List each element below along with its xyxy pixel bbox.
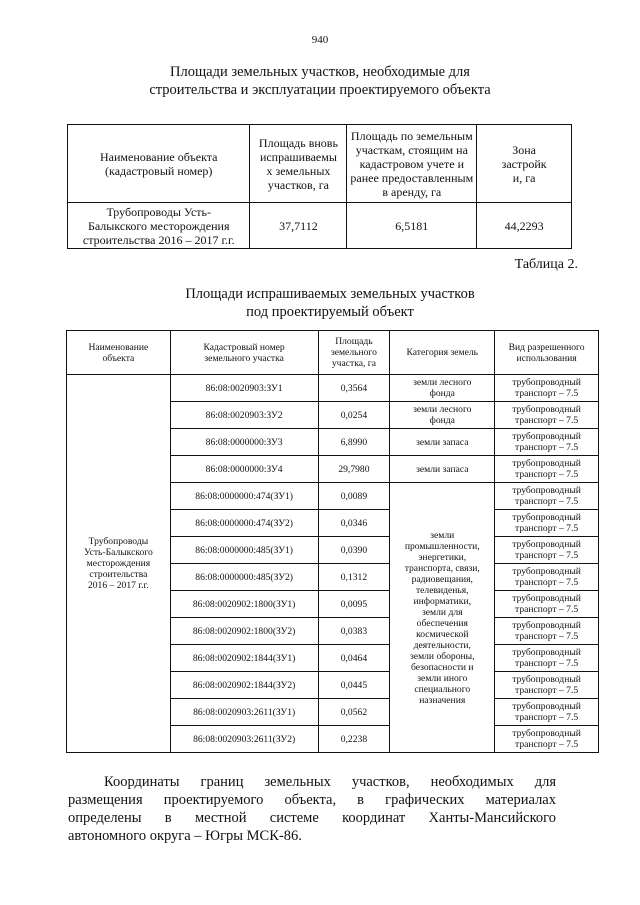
header-use: Вид разрешенного использования	[495, 331, 599, 375]
header-zone: Зона застройк и, га	[477, 125, 572, 203]
cadastral-cell: 86:08:0020903:2611(ЗУ2)	[170, 726, 318, 753]
paragraph-line: определены в местной системе координат Ханты-Мансийского	[68, 810, 556, 826]
summary-area-registered: 6,5181	[347, 203, 477, 249]
plots-header-row	[67, 331, 599, 375]
use-cell: трубопроводный транспорт – 7.5	[495, 402, 599, 429]
section1-title	[100, 63, 540, 99]
use-cell: трубопроводный транспорт – 7.5	[495, 672, 599, 699]
use-cell: трубопроводный транспорт – 7.5	[495, 726, 599, 753]
summary-table	[67, 124, 572, 249]
object-name-cell: Трубопроводы Усть-Балыкского месторождения строительства 2016 – 2017 г.г.	[67, 375, 171, 753]
summary-row	[68, 203, 572, 249]
area-cell: 0,0383	[318, 618, 390, 645]
area-cell: 0,0390	[318, 537, 390, 564]
summary-zone: 44,2293	[477, 203, 572, 249]
area-cell: 0,2238	[318, 726, 390, 753]
category-cell: земли запаса	[390, 429, 495, 456]
cadastral-cell: 86:08:0000000:485(ЗУ1)	[170, 537, 318, 564]
use-cell: трубопроводный транспорт – 7.5	[495, 618, 599, 645]
cadastral-cell: 86:08:0020903:2611(ЗУ1)	[170, 699, 318, 726]
area-cell: 0,0464	[318, 645, 390, 672]
use-cell: трубопроводный транспорт – 7.5	[495, 456, 599, 483]
cadastral-cell: 86:08:0000000:485(ЗУ2)	[170, 564, 318, 591]
use-cell: трубопроводный транспорт – 7.5	[495, 645, 599, 672]
header-area-registered: Площадь по земельным участкам, стоящим на кадастровом учете и ранее предоставленным в аренду, га	[347, 125, 477, 203]
cadastral-cell: 86:08:0000000:474(ЗУ1)	[170, 483, 318, 510]
category-cell: земли промышленности, энергетики, транспорта, связи, радиовещания, телевиденья, информатики, земли для обеспечения космической деятельности, земли обороны, безопасности и земли иного специального назначения	[390, 483, 495, 753]
area-cell: 0,0562	[318, 699, 390, 726]
use-cell: трубопроводный транспорт – 7.5	[495, 375, 599, 402]
summary-object-name: Трубопроводы Усть- Балыкского месторождения строительства 2016 – 2017 г.г.	[68, 203, 250, 249]
use-cell: трубопроводный транспорт – 7.5	[495, 591, 599, 618]
use-cell: трубопроводный транспорт – 7.5	[495, 699, 599, 726]
area-cell: 6,8990	[318, 429, 390, 456]
section2-title-line: под проектируемый объект	[246, 304, 414, 320]
use-cell: трубопроводный транспорт – 7.5	[495, 510, 599, 537]
table-row	[67, 375, 599, 402]
use-cell: трубопроводный транспорт – 7.5	[495, 429, 599, 456]
summary-header-row	[68, 125, 572, 203]
cadastral-cell: 86:08:0020903:ЗУ1	[170, 375, 318, 402]
area-cell: 0,3564	[318, 375, 390, 402]
area-cell: 0,0346	[318, 510, 390, 537]
section2-title-line: Площади испрашиваемых земельных участков	[185, 286, 475, 302]
area-cell: 0,0254	[318, 402, 390, 429]
area-cell: 29,7980	[318, 456, 390, 483]
area-cell: 0,0095	[318, 591, 390, 618]
cadastral-cell: 86:08:0000000:ЗУ4	[170, 456, 318, 483]
area-cell: 0,0089	[318, 483, 390, 510]
page-number: 940	[311, 34, 329, 46]
paragraph-line: автономного округа – Югры МСК-86.	[68, 828, 302, 844]
header-area: Площадь земельного участка, га	[318, 331, 390, 375]
use-cell: трубопроводный транспорт – 7.5	[495, 483, 599, 510]
header-object-name: Наименование объекта (кадастровый номер)	[68, 125, 250, 203]
header-area-new: Площадь вновь испрашиваемы х земельных участков, га	[250, 125, 347, 203]
category-cell: земли лесного фонда	[390, 402, 495, 429]
plots-table	[66, 330, 599, 753]
cadastral-cell: 86:08:0020902:1844(ЗУ1)	[170, 645, 318, 672]
cadastral-cell: 86:08:0000000:ЗУ3	[170, 429, 318, 456]
coordinates-paragraph	[68, 773, 556, 845]
area-cell: 0,1312	[318, 564, 390, 591]
paragraph-line: Координаты границ земельных участков, необходимых для	[104, 774, 556, 790]
use-cell: трубопроводный транспорт – 7.5	[495, 537, 599, 564]
use-cell: трубопроводный транспорт – 7.5	[495, 564, 599, 591]
cadastral-cell: 86:08:0020902:1800(ЗУ2)	[170, 618, 318, 645]
cadastral-cell: 86:08:0000000:474(ЗУ2)	[170, 510, 318, 537]
section1-title-line: Площади земельных участков, необходимые для	[170, 64, 470, 80]
header-cadastral: Кадастровый номер земельного участка	[170, 331, 318, 375]
summary-area-new: 37,7112	[250, 203, 347, 249]
table2-caption: Таблица 2.	[514, 257, 578, 272]
category-cell: земли лесного фонда	[390, 375, 495, 402]
section1-title-line: строительства и эксплуатации проектируемого объекта	[149, 82, 491, 98]
cadastral-cell: 86:08:0020903:ЗУ2	[170, 402, 318, 429]
paragraph-line: размещения проектируемого объекта, в графических материалах	[68, 792, 556, 808]
cadastral-cell: 86:08:0020902:1800(ЗУ1)	[170, 591, 318, 618]
header-object: Наименование объекта	[67, 331, 171, 375]
section2-title	[120, 285, 540, 321]
category-cell: земли запаса	[390, 456, 495, 483]
header-category: Категория земель	[390, 331, 495, 375]
cadastral-cell: 86:08:0020902:1844(ЗУ2)	[170, 672, 318, 699]
area-cell: 0,0445	[318, 672, 390, 699]
